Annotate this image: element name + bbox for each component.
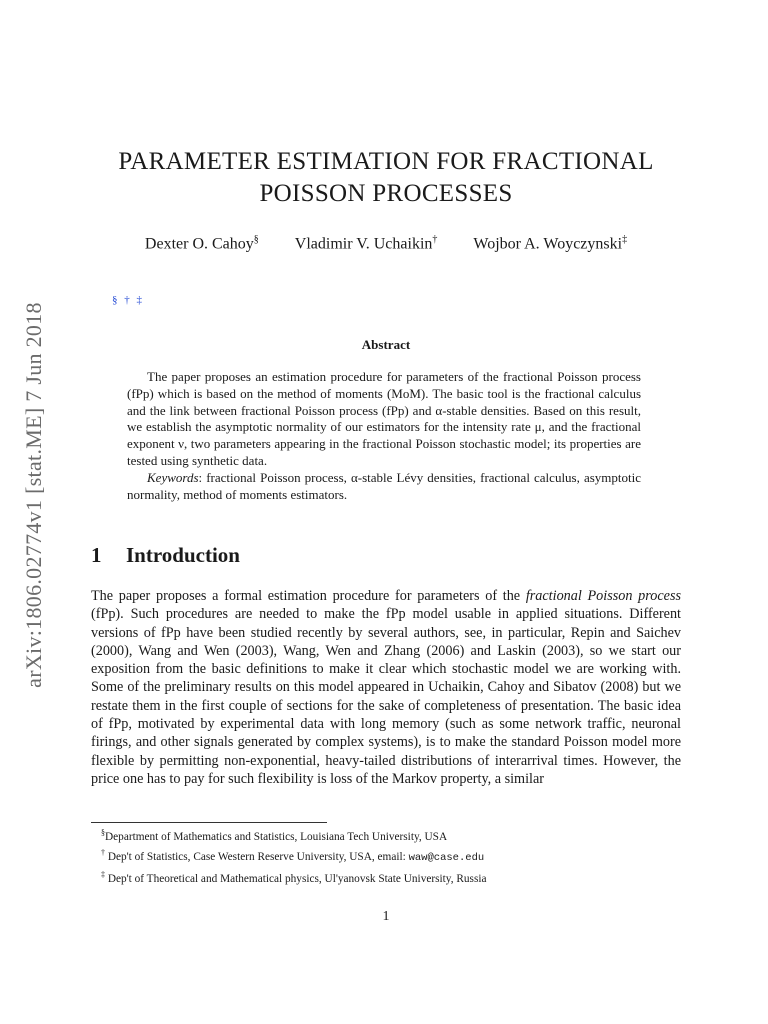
keywords-label: Keywords — [147, 469, 199, 485]
keywords-text: : fractional Poisson process, α-stable Lévy densities, fractional calculus, asymptotic normality, method of moments estimators. — [127, 469, 641, 502]
author-list — [91, 234, 681, 253]
paper-title — [91, 146, 681, 210]
section-title: Introduction — [126, 543, 240, 567]
author-3: Wojbor A. Woyczynski‡ — [473, 234, 628, 253]
author-1: Dexter O. Cahoy§ — [144, 234, 259, 253]
author-2: Vladimir V. Uchaikin† — [294, 234, 438, 253]
author-footnote-links[interactable]: § † ‡ — [112, 294, 144, 306]
title-line-2: POISSON PROCESSES — [259, 180, 513, 207]
section-body: The paper proposes a formal estimation procedure for parameters of the fractional Poisson process (fPp). Such procedures are needed to make the fPp model usable in applied situations. Different versions of fPp have been studied recently by several authors, see, in particular, Repin and Saichev (2000), Wang and Wen (2003), Wang, Wen and Zhang (2006) and Laskin (2003), so we start our exposition from the basic definitions to make it clear which stochastic model we are working with. Some of the preliminary results on this model appeared in Uchaikin, Cahoy and Sibatov (2008) but we restate them in the first couple of sections for the sake of completeness of presentation. The basic idea of fPp, motivated by experimental data with long memory (such as some network traffic, neuronal firings, and other signals generated by complex systems), is to make the standard Poisson model more flexible by permitting non-exponential, heavy-tailed distributions of interarrival times. However, the price one has to pay for such flexibility is loss of the Markov property, a similar — [91, 588, 681, 787]
abstract-heading: Abstract — [361, 337, 411, 352]
arxiv-sidebar-stamp — [14, 280, 54, 710]
title-line-1: PARAMETER ESTIMATION FOR FRACTIONAL — [118, 148, 654, 175]
arxiv-id: arXiv:1806.02774v1 [stat.ME] 7 Jun 2018 — [21, 302, 46, 688]
footnote-2: † Dep't of Statistics, Case Western Reserve University, USA, email: waw@case.edu — [101, 848, 485, 865]
section-heading — [91, 543, 240, 568]
abstract-text: The paper proposes an estimation procedure for parameters of the fractional Poisson process (fPp) which is based on the method of moments (MoM). The basic tool is the fractional calculus and the link between fractional Poisson process (fPp) and α-stable densities. Based on this result, we establish the asymptotic normality of our estimators for the intensity rate μ, and the fractional exponent ν, two parameters appearing in the fractional Poisson stochastic model; its properties are tested using synthetic data. — [127, 369, 641, 468]
section-number: 1 — [91, 543, 102, 567]
keywords-line — [127, 470, 641, 504]
page-number: 1 — [382, 909, 390, 924]
abstract-body — [127, 369, 641, 503]
footnotes — [101, 825, 661, 887]
footnote-1: §Department of Mathematics and Statistics, Louisiana Tech University, USA — [101, 828, 448, 843]
body-emphasis: fractional Poisson process — [525, 588, 681, 604]
footnote-3: ‡ Dep't of Theoretical and Mathematical physics, Ul'yanovsk State University, Russia — [101, 869, 487, 885]
footnote-rule — [91, 822, 327, 823]
email-link[interactable]: waw@case.edu — [408, 852, 485, 865]
